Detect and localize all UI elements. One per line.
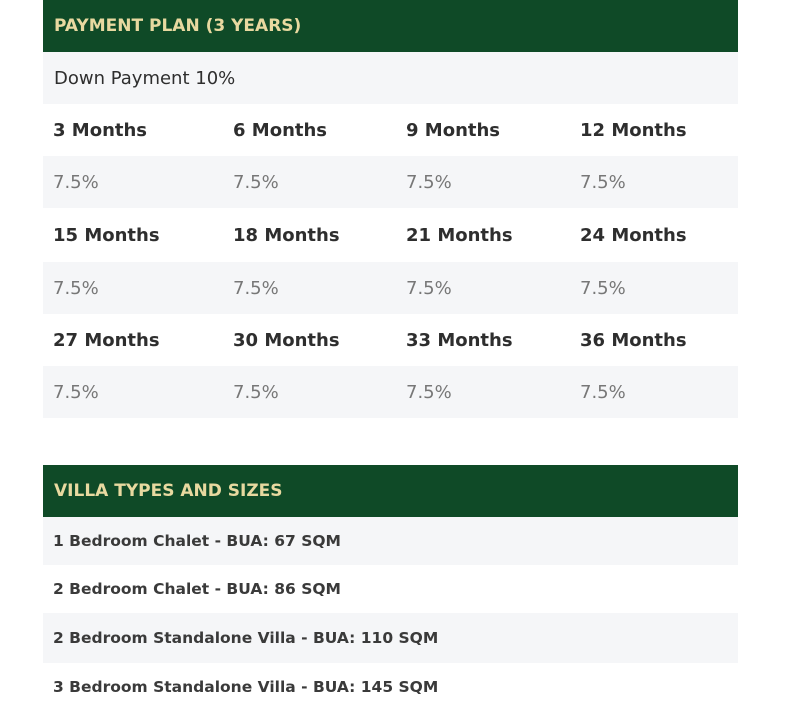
payment-plan-title: PAYMENT PLAN (3 YEARS)	[54, 16, 302, 36]
villa-row	[43, 565, 738, 613]
villa-types-header	[43, 465, 738, 517]
month-cell: 3 Months	[53, 119, 148, 141]
villa-item-text: 2 Bedroom Standalone Villa - BUA: 110 SQM	[53, 629, 439, 647]
villa-row	[43, 613, 738, 663]
month-cell: 30 Months	[233, 329, 340, 351]
month-cell: 6 Months	[233, 119, 328, 141]
month-cell: 27 Months	[53, 329, 160, 351]
month-cell: 15 Months	[53, 224, 160, 246]
percent-cell: 7.5%	[406, 381, 452, 403]
payment-plan-header	[43, 0, 738, 52]
percent-cell: 7.5%	[580, 277, 626, 299]
percent-cell: 7.5%	[580, 381, 626, 403]
month-cell: 18 Months	[233, 224, 340, 246]
month-cell: 24 Months	[580, 224, 687, 246]
villa-item-text: 1 Bedroom Chalet - BUA: 67 SQM	[53, 532, 341, 550]
months-row-3	[43, 314, 738, 366]
villa-types-title: VILLA TYPES AND SIZES	[54, 481, 283, 501]
percent-cell: 7.5%	[580, 171, 626, 193]
percent-row-1	[43, 156, 738, 208]
percent-cell: 7.5%	[53, 277, 99, 299]
villa-row	[43, 663, 738, 711]
months-row-2	[43, 208, 738, 262]
month-cell: 33 Months	[406, 329, 513, 351]
percent-row-2	[43, 262, 738, 314]
villa-row	[43, 517, 738, 565]
month-cell: 36 Months	[580, 329, 687, 351]
month-cell: 21 Months	[406, 224, 513, 246]
months-row-1	[43, 104, 738, 156]
percent-row-3	[43, 366, 738, 418]
percent-cell: 7.5%	[233, 381, 279, 403]
percent-cell: 7.5%	[53, 381, 99, 403]
percent-cell: 7.5%	[406, 171, 452, 193]
down-payment-text: Down Payment 10%	[54, 67, 236, 89]
percent-cell: 7.5%	[406, 277, 452, 299]
percent-cell: 7.5%	[233, 277, 279, 299]
percent-cell: 7.5%	[53, 171, 99, 193]
villa-item-text: 2 Bedroom Chalet - BUA: 86 SQM	[53, 580, 341, 598]
villa-item-text: 3 Bedroom Standalone Villa - BUA: 145 SQM	[53, 678, 439, 696]
month-cell: 9 Months	[406, 119, 501, 141]
percent-cell: 7.5%	[233, 171, 279, 193]
month-cell: 12 Months	[580, 119, 687, 141]
down-payment-row	[43, 52, 738, 104]
